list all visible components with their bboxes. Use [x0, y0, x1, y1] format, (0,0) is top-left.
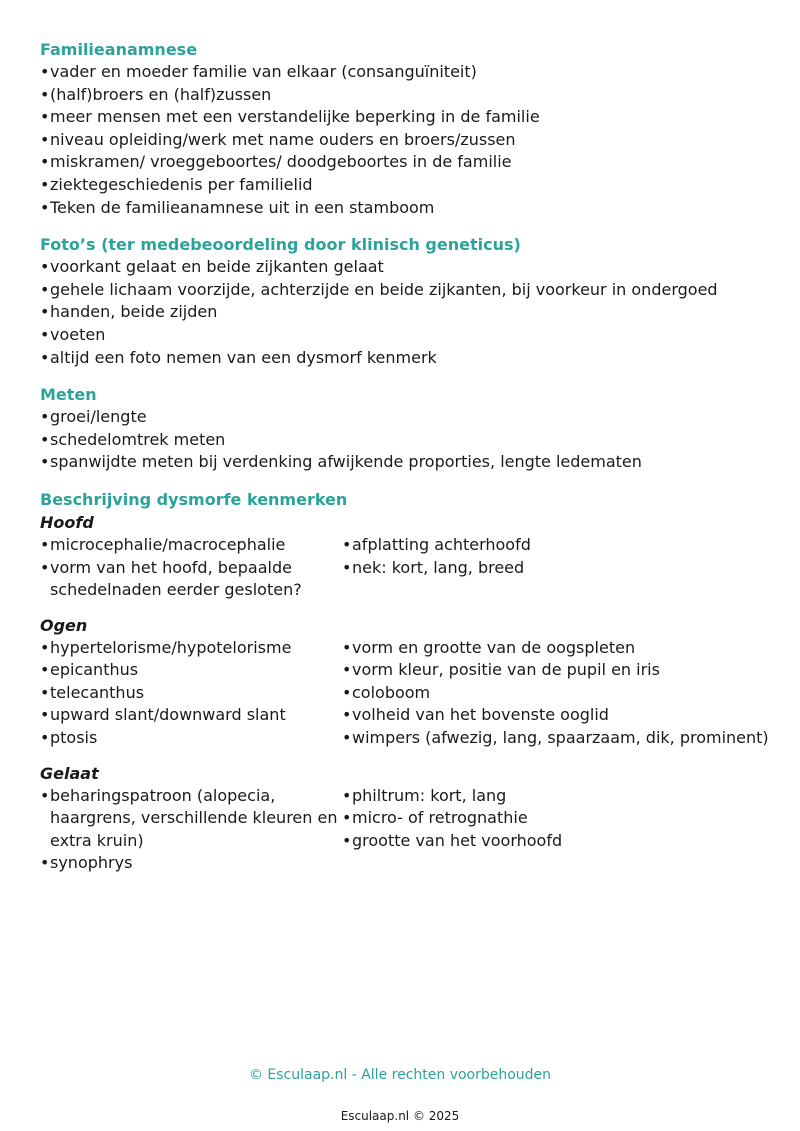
bullet-icon: •	[40, 728, 50, 748]
list-item-text: microcephalie/macrocephalie	[50, 534, 286, 554]
list-item	[40, 129, 780, 152]
list-item	[342, 727, 780, 750]
list-item-text: upward slant/downward slant	[50, 705, 286, 725]
bullet-icon: •	[342, 830, 352, 850]
list-item	[342, 659, 780, 682]
bullet-icon: •	[40, 785, 50, 805]
subheading-hoofd: Hoofd	[40, 512, 94, 532]
list-item-text: altijd een foto nemen van een dysmorf kenmerk	[50, 347, 437, 367]
columns-hoofd	[40, 534, 780, 602]
section-dysmorfe-kenmerken	[40, 488, 780, 875]
bullet-icon: •	[40, 429, 50, 449]
list-item	[342, 534, 780, 557]
bullet-icon: •	[40, 347, 50, 367]
list-item-text: vader en moeder familie van elkaar (consanguïniteit)	[50, 62, 477, 81]
heading-meten: Meten	[40, 385, 97, 405]
list-item	[40, 61, 780, 84]
bullet-icon: •	[40, 129, 50, 149]
list-item	[40, 256, 780, 279]
subheading-gelaat: Gelaat	[40, 763, 99, 783]
list-item-text: schedelomtrek meten	[50, 429, 226, 449]
list-item-text: voeten	[50, 324, 106, 344]
heading-fotos: Foto’s (ter medebeoordeling door klinisch geneticus)	[40, 235, 521, 255]
bullet-icon: •	[40, 302, 50, 322]
list-item	[40, 659, 342, 682]
list-item	[342, 557, 780, 580]
list-gelaat-right	[342, 785, 780, 875]
group-ogen	[40, 614, 780, 750]
list-item-text: vorm kleur, positie van de pupil en iris	[352, 660, 660, 680]
list-item-text: wimpers (afwezig, lang, spaarzaam, dik, prominent)	[352, 728, 769, 748]
list-item-text: epicanthus	[50, 660, 139, 680]
list-item-text: ptosis	[50, 728, 98, 748]
list-item	[342, 830, 780, 853]
list-item-text: synophrys	[50, 853, 133, 873]
list-item	[40, 347, 780, 370]
list-item	[342, 637, 780, 660]
group-gelaat	[40, 762, 780, 875]
list-item	[40, 704, 342, 727]
bullet-icon: •	[40, 197, 50, 217]
list-item	[342, 807, 780, 830]
list-item	[40, 279, 780, 302]
bullet-icon: •	[342, 705, 352, 725]
bullet-icon: •	[40, 107, 50, 127]
subheading-ogen: Ogen	[40, 615, 88, 635]
list-item	[342, 704, 780, 727]
bullet-icon: •	[40, 407, 50, 427]
bullet-icon: •	[40, 705, 50, 725]
list-item	[40, 301, 780, 324]
list-item-text: coloboom	[352, 682, 431, 702]
list-item	[40, 106, 780, 129]
list-item	[40, 637, 342, 660]
bullet-icon: •	[342, 660, 352, 680]
list-item	[40, 727, 342, 750]
bullet-icon: •	[40, 557, 50, 577]
list-item	[40, 197, 780, 220]
bullet-icon: •	[40, 257, 50, 277]
list-item	[342, 785, 780, 808]
list-item-text: hypertelorisme/hypotelorisme	[50, 637, 292, 657]
list-item	[342, 682, 780, 705]
list-item-text: miskramen/ vroeggeboortes/ doodgeboortes in de familie	[50, 152, 512, 172]
list-item	[40, 785, 342, 853]
section-familieanamnese	[40, 38, 780, 219]
list-item-text: niveau opleiding/werk met name ouders en broers/zussen	[50, 129, 516, 149]
list-item	[40, 557, 342, 602]
list-item-text: afplatting achterhoofd	[352, 534, 531, 554]
list-item-text: grootte van het voorhoofd	[352, 830, 563, 850]
bullet-icon: •	[342, 728, 352, 748]
list-ogen-right	[342, 637, 780, 750]
list-fotos	[40, 256, 780, 369]
list-item-text: meer mensen met een verstandelijke beperking in de familie	[50, 107, 540, 127]
list-item-text: gehele lichaam voorzijde, achterzijde en beide zijkanten, bij voorkeur in ondergoed	[50, 279, 718, 299]
list-item-text: vorm en grootte van de oogspleten	[352, 637, 636, 657]
bullet-icon: •	[40, 324, 50, 344]
bullet-icon: •	[40, 84, 50, 104]
list-item-text: handen, beide zijden	[50, 302, 218, 322]
list-item-text: (half)broers en (half)zussen	[50, 84, 272, 104]
footer-rights-link[interactable]: © Esculaap.nl - Alle rechten voorbehouden	[248, 1067, 552, 1083]
bullet-icon: •	[40, 637, 50, 657]
bullet-icon: •	[40, 534, 50, 554]
bullet-icon: •	[40, 682, 50, 702]
list-item-text: telecanthus	[50, 682, 145, 702]
group-hoofd	[40, 511, 780, 602]
bullet-icon: •	[40, 152, 50, 172]
bullet-icon: •	[40, 452, 50, 472]
bullet-icon: •	[342, 534, 352, 554]
list-item	[40, 324, 780, 347]
list-familieanamnese	[40, 61, 780, 219]
list-item-text: Teken de familieanamnese uit in een stamboom	[50, 197, 435, 217]
bullet-icon: •	[40, 279, 50, 299]
list-item	[40, 84, 780, 107]
bullet-icon: •	[342, 637, 352, 657]
columns-ogen	[40, 637, 780, 750]
list-hoofd-left	[40, 534, 342, 602]
list-item	[40, 406, 780, 429]
list-item-text: groei/lengte	[50, 407, 147, 427]
list-item-text: ziektegeschiedenis per familielid	[50, 174, 313, 194]
list-item-text: beharingspatroon (alopecia, haargrens, verschillende kleuren en extra kruin)	[50, 785, 338, 850]
bullet-icon: •	[40, 62, 50, 81]
list-item-text: micro- of retrognathie	[352, 808, 528, 828]
list-item-text: spanwijdte meten bij verdenking afwijkende proporties, lengte ledematen	[50, 452, 642, 472]
bullet-icon: •	[342, 557, 352, 577]
list-item	[40, 682, 342, 705]
list-item-text: philtrum: kort, lang	[352, 785, 507, 805]
bullet-icon: •	[40, 660, 50, 680]
document-page	[40, 38, 780, 889]
bullet-icon: •	[342, 682, 352, 702]
list-item	[40, 534, 342, 557]
list-hoofd-right	[342, 534, 780, 602]
columns-gelaat	[40, 785, 780, 875]
list-meten	[40, 406, 780, 474]
section-fotos	[40, 233, 780, 369]
bullet-icon: •	[342, 808, 352, 828]
list-item-text: volheid van het bovenste ooglid	[352, 705, 609, 725]
bullet-icon: •	[342, 785, 352, 805]
footer-copyright: Esculaap.nl © 2025	[340, 1109, 460, 1123]
heading-familieanamnese: Familieanamnese	[40, 40, 198, 59]
bullet-icon: •	[40, 853, 50, 873]
list-gelaat-left	[40, 785, 342, 875]
list-item	[40, 429, 780, 452]
list-item-text: nek: kort, lang, breed	[352, 557, 525, 577]
bullet-icon: •	[40, 174, 50, 194]
list-ogen-left	[40, 637, 342, 750]
heading-dysmorfe-kenmerken: Beschrijving dysmorfe kenmerken	[40, 489, 348, 509]
list-item	[40, 852, 342, 875]
list-item	[40, 174, 780, 197]
list-item	[40, 451, 780, 474]
list-item-text: vorm van het hoofd, bepaalde schedelnaden eerder gesloten?	[50, 557, 302, 600]
section-meten	[40, 383, 780, 474]
list-item-text: voorkant gelaat en beide zijkanten gelaat	[50, 257, 384, 277]
list-item	[40, 151, 780, 174]
